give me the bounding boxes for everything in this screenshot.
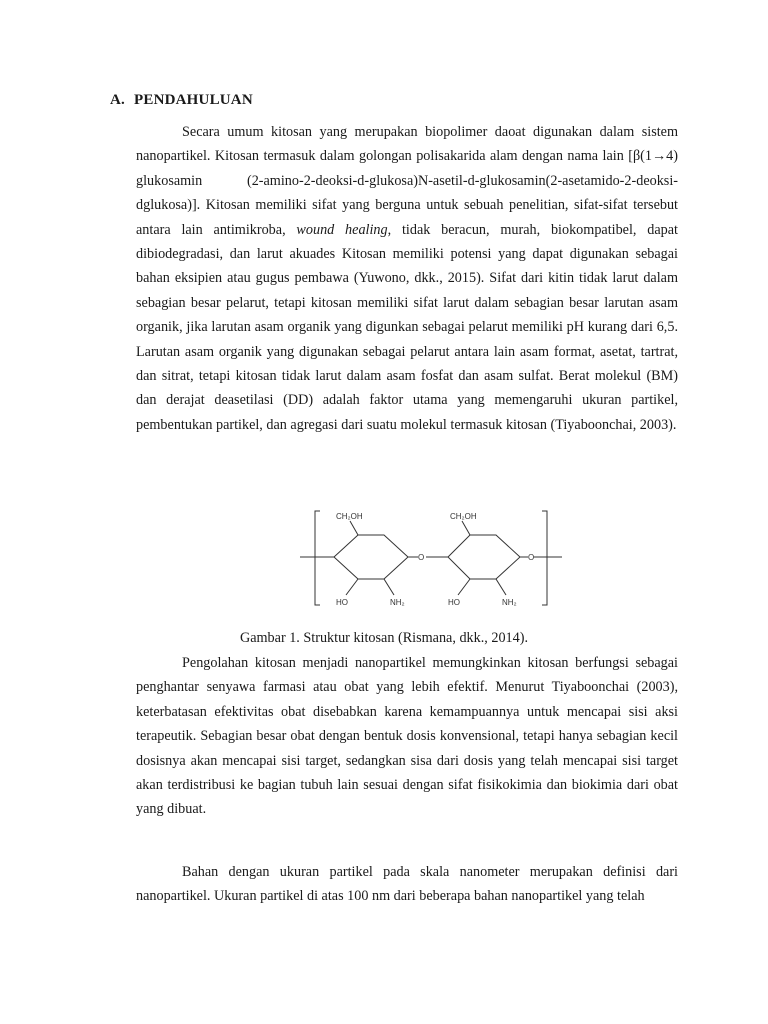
right-bracket (542, 511, 547, 605)
section-heading (110, 92, 253, 109)
figure-caption: Gambar 1. Struktur kitosan (Rismana, dkk., 2014). (239, 630, 529, 646)
paragraph-intro-part-1: Secara umum kitosan yang merupakan biopolimer daoat digunakan dalam sistem nanopartikel. Kitosan termasuk dalam golongan polisakarida alam dengan nama lain [β(1→4) glukosamin (2-amino-2-deoksi-d-glukosa)N-asetil-d-glukosamin(2-asetamido-2-deoksi-dglukosa)]. Kitosan memiliki sifat yang berguna untuk sebuah penelitian, sifat-sifat tersebut antara lain antimikroba, (136, 124, 678, 238)
paragraph-intro (136, 120, 678, 437)
ch2oh-label-1: CH₂OH (336, 512, 363, 521)
glucosamine-ring-2 (448, 535, 520, 579)
glucosamine-ring-1 (334, 535, 408, 579)
nh2-label-1: NH₂ (390, 598, 405, 607)
left-bracket (315, 511, 320, 605)
chitosan-structure-figure (300, 505, 562, 613)
paragraph-nanoparticle: Pengolahan kitosan menjadi nanopartikel memungkinkan kitosan berfungsi sebagai penghantar senyawa farmasi atau obat yang lebih efektif. Menurut Tiyaboonchai (2003), keterbatasan efektivitas obat disebabkan karena kemampuannya untuk mencapai sisi aksi terapeutik. Sebagian besar obat dengan bentuk dosis konvensional, tetapi hanya sebagian kecil dosisnya akan mencapai sisi target, sedangkan sisa dari dosis yang telah mencapai sisi target akan terdistribusi ke bagian tubuh lain sesuai dengan sifat fisikokimia dan biokimia dari obat yang dibuat. (136, 655, 678, 818)
oxygen-link-label: O (418, 553, 425, 562)
ho-label-2: HO (448, 598, 460, 607)
paragraph-intro-part-2: , tidak beracun, murah, biokompatibel, dapat dibiodegradasi, dan larut akuades Kitosan memiliki potensi yang dapat digunakan sebagai bahan eksipien atau gugus pembawa (Yuwono, dkk., 2015). Sifat dari kitin tidak larut dalam sebagian besar pelarut, tetapi kitosan memiliki sifat larut dalam sebagian besar larutan asam organik, jika larutan asam organik yang digunkan sebagai pelarut memiliki pH kurang dari 6,5. Larutan asam organik yang digunakan sebagai pelarut antara lain asam format, asetat, tartrat, dan sitrat, tetapi kitosan tidak larut dalam asam fosfat dan asam sulfat. Berat molekul (BM) dan derajat deasetilasi (DD) adalah faktor utama yang memengaruhi ukuran partikel, pembentukan partikel, dan agregasi dari suatu molekul termasuk kitosan (Tiyaboonchai, 2003). (136, 221, 678, 433)
nh2-label-2: NH₂ (502, 598, 517, 607)
italic-term: wound healing (296, 221, 388, 238)
section-number: A. (110, 92, 125, 108)
section-title: PENDAHULUAN (134, 92, 253, 108)
oxygen-end-label: O (528, 553, 535, 562)
ch2oh-label-2: CH₂OH (450, 512, 477, 521)
ho-label-1: HO (336, 598, 348, 607)
paragraph-definition: Bahan dengan ukuran partikel pada skala nanometer merupakan definisi dari nanopartikel. Ukuran partikel di atas 100 nm dari beberapa bahan nanopartikel yang telah (136, 864, 678, 905)
